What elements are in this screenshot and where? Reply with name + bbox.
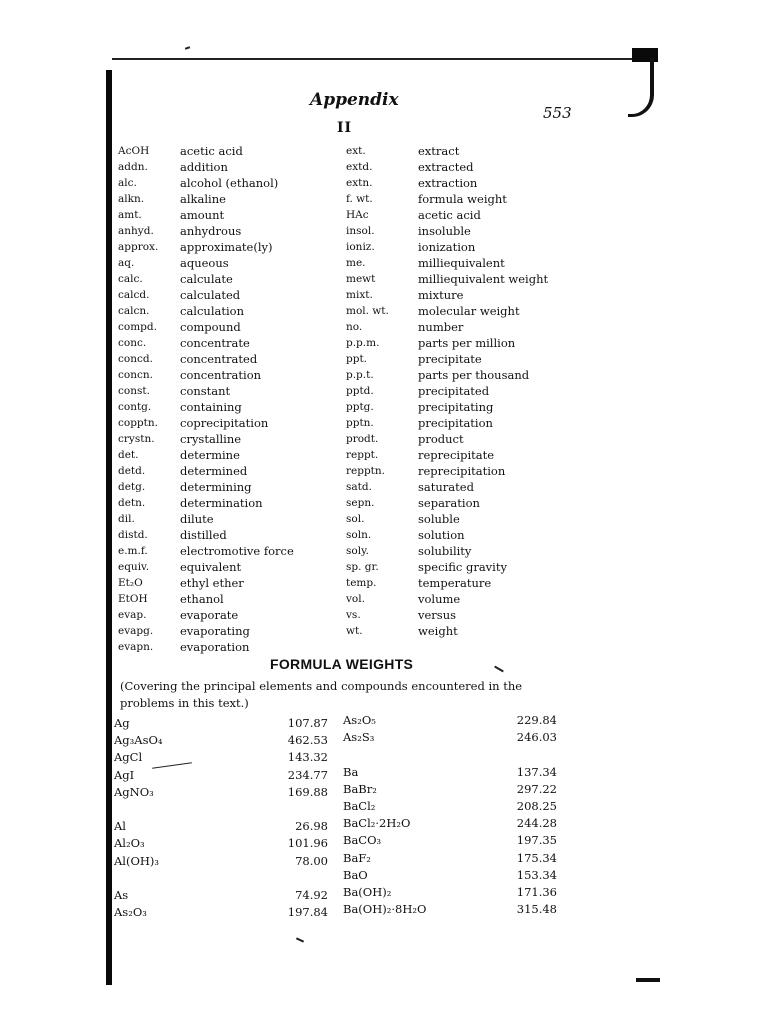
abbreviation-meaning: precipitate	[418, 352, 482, 366]
abbreviation-meaning: acetic acid	[418, 208, 481, 222]
abbreviation: const.	[118, 385, 150, 397]
abbreviation: f. wt.	[346, 193, 373, 205]
formula-weight-value: 197.35	[516, 833, 557, 848]
abbreviation-meaning: concentrate	[180, 336, 250, 350]
formula-weight-row	[114, 768, 328, 785]
abbreviation: calc.	[118, 273, 143, 285]
abbreviation-row	[118, 367, 328, 383]
abbreviation-row	[118, 431, 328, 447]
abbreviation: EtOH	[118, 593, 148, 605]
abbreviation-row	[118, 527, 328, 543]
abbreviation-meaning: versus	[418, 608, 457, 622]
abbreviation: ext.	[346, 145, 366, 157]
compound-formula: As	[114, 887, 129, 902]
abbreviation: vol.	[346, 593, 365, 605]
abbreviation-row	[118, 335, 328, 351]
abbreviation: evapg.	[118, 625, 154, 637]
abbreviation: concn.	[118, 369, 153, 381]
abbreviation: soln.	[346, 529, 372, 541]
abbreviation-row	[346, 207, 566, 223]
compound-formula: Ba(OH)₂·8H₂O	[343, 902, 427, 917]
page-top-line	[112, 58, 658, 60]
formula-weight-value: 315.48	[516, 902, 557, 917]
abbreviation-meaning: extract	[418, 144, 460, 158]
abbreviation-row	[346, 479, 566, 495]
abbreviation-row	[346, 463, 566, 479]
formula-weight-value: 107.87	[287, 716, 328, 730]
abbreviation-row	[118, 415, 328, 431]
abbreviation-meaning: ionization	[418, 240, 476, 254]
abbreviation: approx.	[118, 241, 159, 253]
formula-weight-row	[114, 785, 328, 802]
formula-weight-value: 234.77	[287, 767, 328, 782]
formula-weight-row	[343, 851, 557, 868]
abbreviation-row	[118, 175, 328, 191]
compound-formula: As₂O₃	[114, 905, 147, 920]
formula-weight-value: 208.25	[516, 798, 557, 813]
abbreviation: anhyd.	[118, 225, 154, 237]
abbreviation-row	[118, 639, 328, 655]
compound-formula: AgI	[114, 767, 135, 782]
formula-weight-row	[343, 765, 557, 782]
abbreviation-meaning: extraction	[418, 176, 478, 190]
formula-weight-row	[114, 836, 328, 853]
formula-weight-value: 197.84	[287, 905, 328, 920]
abbreviation-meaning: molecular weight	[418, 304, 520, 318]
abbreviation-meaning: evaporating	[180, 624, 250, 638]
compound-formula: Ba(OH)₂	[343, 884, 392, 899]
abbreviation-meaning: reprecipitate	[418, 448, 495, 462]
abbreviation-row	[118, 191, 328, 207]
formula-weight-row	[343, 885, 557, 902]
formula-weight-row	[343, 868, 557, 885]
abbreviation-meaning: mixture	[418, 288, 464, 302]
abbreviation-meaning: product	[418, 432, 464, 446]
abbreviation-meaning: anhydrous	[180, 224, 242, 238]
abbreviation-meaning: reprecipitation	[418, 464, 506, 478]
abbreviation-meaning: calculate	[180, 272, 233, 286]
abbreviation: temp.	[346, 577, 377, 589]
abbreviation: sp. gr.	[346, 561, 379, 573]
formula-weights-left-column	[114, 716, 328, 922]
abbreviation: soly.	[346, 545, 369, 557]
abbreviation-meaning: calculated	[180, 288, 241, 302]
abbreviation-meaning: ethyl ether	[180, 576, 244, 590]
formula-weight-row	[114, 905, 328, 922]
formula-weight-value: 153.34	[516, 867, 557, 882]
formula-weights-title: FORMULA WEIGHTS	[270, 656, 414, 672]
abbreviation-row	[346, 559, 566, 575]
abbreviation-row	[346, 335, 566, 351]
abbreviation: repptn.	[346, 465, 385, 477]
abbreviation: p.p.m.	[346, 337, 380, 349]
abbreviation-meaning: coprecipitation	[180, 416, 269, 430]
abbreviation-meaning: parts per million	[418, 336, 516, 350]
abbreviation-row	[118, 303, 328, 319]
formula-weight-row	[114, 750, 328, 767]
abbreviation-row	[346, 191, 566, 207]
abbreviation: satd.	[346, 481, 372, 493]
formula-weight-row	[114, 854, 328, 871]
abbreviation-row	[118, 383, 328, 399]
abbreviation-row	[118, 239, 328, 255]
compound-formula: Ag₃AsO₄	[114, 733, 163, 748]
formula-weight-row	[114, 733, 328, 750]
abbreviation-row	[346, 319, 566, 335]
abbreviation-meaning: formula weight	[418, 192, 507, 206]
abbreviation-row	[346, 255, 566, 271]
abbreviation: distd.	[118, 529, 148, 541]
abbreviation: reppt.	[346, 449, 379, 461]
formula-weight-value: 246.03	[516, 730, 557, 745]
abbreviation-meaning: approximate(ly)	[180, 240, 273, 254]
abbreviation-meaning: solution	[418, 528, 465, 542]
formula-weight-row	[114, 802, 328, 819]
abbreviation-row	[118, 399, 328, 415]
abbreviation-row	[118, 591, 328, 607]
abbreviation-row	[346, 543, 566, 559]
abbreviation-meaning: volume	[418, 592, 461, 606]
abbreviation: detn.	[118, 497, 146, 509]
formula-weight-row	[343, 799, 557, 816]
abbreviation-meaning: solubility	[418, 544, 472, 558]
formula-weight-value: 101.96	[287, 836, 328, 851]
abbreviation: amt.	[118, 209, 142, 221]
abbreviation: p.p.t.	[346, 369, 374, 381]
abbreviation-row	[118, 271, 328, 287]
abbreviation: ioniz.	[346, 241, 375, 253]
page-header: Appendix	[310, 90, 399, 110]
compound-formula: Ba	[343, 764, 359, 779]
formula-weight-value: 171.36	[516, 884, 557, 899]
formula-weight-value: 143.32	[287, 750, 328, 765]
abbreviation-row	[346, 367, 566, 383]
abbreviation-row	[346, 383, 566, 399]
abbreviation: pptd.	[346, 385, 374, 397]
abbreviation: alc.	[118, 177, 137, 189]
formula-weights-note: (Covering the principal elements and compounds encountered in the problems in this text.)	[120, 679, 523, 710]
compound-formula: BaF₂	[343, 850, 371, 865]
abbreviation: pptg.	[346, 401, 374, 413]
abbreviation-row	[118, 207, 328, 223]
abbreviation-row	[118, 559, 328, 575]
abbreviation-meaning: ethanol	[180, 592, 224, 606]
abbreviation-meaning: precipitating	[418, 400, 494, 414]
abbreviation-row	[346, 143, 566, 159]
abbreviation: insol.	[346, 225, 375, 237]
abbreviation-meaning: equivalent	[180, 560, 242, 574]
abbreviation-meaning: acetic acid	[180, 144, 243, 158]
abbreviation: HAc	[346, 209, 369, 221]
abbreviation-meaning: addition	[180, 160, 228, 174]
abbreviation-meaning: determine	[180, 448, 240, 462]
abbreviation-row	[346, 175, 566, 191]
abbreviation: addn.	[118, 161, 148, 173]
abbreviation: detg.	[118, 481, 146, 493]
page-curl	[628, 58, 654, 117]
abbreviation: AcOH	[118, 145, 150, 157]
formula-weight-value: 229.84	[516, 713, 557, 727]
abbreviation: detd.	[118, 465, 146, 477]
abbreviation-meaning: concentrated	[180, 352, 258, 366]
abbreviation-meaning: precipitation	[418, 416, 493, 430]
abbreviation-meaning: determining	[180, 480, 252, 494]
abbreviation-row	[346, 591, 566, 607]
abbreviation-row	[118, 223, 328, 239]
compound-formula: BaCl₂·2H₂O	[343, 816, 411, 831]
abbreviation-row	[346, 575, 566, 591]
page-top-edge	[112, 48, 658, 60]
formula-weight-row	[343, 902, 557, 919]
abbreviation-row	[118, 255, 328, 271]
abbreviation: calcn.	[118, 305, 150, 317]
abbreviation-row	[346, 287, 566, 303]
abbreviation-row	[346, 159, 566, 175]
abbreviation: no.	[346, 321, 363, 333]
abbreviation-meaning: containing	[180, 400, 242, 414]
abbreviation-row	[346, 527, 566, 543]
formula-weight-row	[343, 713, 557, 730]
abbreviation-meaning: evaporation	[180, 640, 250, 654]
abbreviation-meaning: calculation	[180, 304, 244, 318]
abbreviation-row	[118, 463, 328, 479]
abbreviation-row	[346, 623, 566, 639]
abbreviation-meaning: determination	[180, 496, 263, 510]
abbreviation-row	[346, 415, 566, 431]
abbreviation: aq.	[118, 257, 135, 269]
abbreviation-meaning: insoluble	[418, 224, 471, 238]
abbreviation: crystn.	[118, 433, 155, 445]
abbreviation-row	[346, 495, 566, 511]
abbreviation-meaning: alkaline	[180, 192, 226, 206]
abbreviation-row	[346, 303, 566, 319]
abbreviation-row	[346, 351, 566, 367]
abbreviation-meaning: alcohol (ethanol)	[180, 176, 279, 190]
abbreviation-row	[118, 575, 328, 591]
abbreviation-meaning: milliequivalent	[418, 256, 505, 270]
abbreviation: equiv.	[118, 561, 150, 573]
compound-formula: AgCl	[114, 750, 143, 765]
formula-weight-row	[343, 816, 557, 833]
abbreviation: compd.	[118, 321, 157, 333]
abbreviation-row	[118, 607, 328, 623]
abbreviation-row	[346, 431, 566, 447]
formula-weight-value: 175.34	[516, 850, 557, 865]
formula-weight-row	[114, 888, 328, 905]
abbreviation: mewt	[346, 273, 376, 285]
abbreviation-meaning: separation	[418, 496, 480, 510]
abbreviation-meaning: determined	[180, 464, 248, 478]
abbreviation-row	[346, 223, 566, 239]
abbreviation-meaning: soluble	[418, 512, 460, 526]
abbreviation: mol. wt.	[346, 305, 389, 317]
compound-formula: BaBr₂	[343, 781, 377, 796]
formula-weight-value: 74.92	[295, 887, 328, 902]
abbreviation: evap.	[118, 609, 147, 621]
section-heading: II	[337, 120, 353, 136]
abbreviation: extn.	[346, 177, 373, 189]
abbreviation: contg.	[118, 401, 152, 413]
compound-formula: As₂S₃	[343, 730, 375, 745]
compound-formula: As₂O₅	[343, 713, 376, 727]
abbreviation-meaning: temperature	[418, 576, 492, 590]
abbreviation-meaning: extracted	[418, 160, 474, 174]
abbreviation-meaning: crystalline	[180, 432, 242, 446]
formula-weight-row	[343, 782, 557, 799]
abbreviation-meaning: evaporate	[180, 608, 239, 622]
abbreviation: sepn.	[346, 497, 375, 509]
formula-weight-row	[114, 871, 328, 888]
abbreviation: vs.	[346, 609, 361, 621]
abbreviation-row	[118, 511, 328, 527]
abbreviation-list-left	[118, 143, 328, 655]
ink-speck	[494, 666, 504, 673]
abbreviation-meaning: milliequivalent weight	[418, 272, 549, 286]
abbreviation: concd.	[118, 353, 153, 365]
abbreviation: mixt.	[346, 289, 373, 301]
abbreviation-row	[118, 623, 328, 639]
abbreviation-meaning: constant	[180, 384, 231, 398]
abbreviation-row	[118, 543, 328, 559]
abbreviation-meaning: concentration	[180, 368, 262, 382]
abbreviation-row	[346, 607, 566, 623]
abbreviation: conc.	[118, 337, 147, 349]
abbreviation-row	[346, 271, 566, 287]
abbreviation: ppt.	[346, 353, 367, 365]
abbreviation: calcd.	[118, 289, 150, 301]
abbreviation-meaning: distilled	[180, 528, 227, 542]
abbreviation-row	[118, 495, 328, 511]
abbreviation: Et₂O	[118, 577, 143, 589]
abbreviation: copptn.	[118, 417, 158, 429]
formula-weight-row	[343, 730, 557, 747]
formula-weight-value: 169.88	[287, 784, 328, 799]
formula-weight-value: 244.28	[516, 816, 557, 831]
abbreviation-meaning: saturated	[418, 480, 474, 494]
abbreviation: wt.	[346, 625, 363, 637]
formula-weight-row	[114, 819, 328, 836]
formula-weight-value: 26.98	[295, 819, 328, 834]
formula-weight-value: 462.53	[287, 733, 328, 748]
page-bottom-mark	[636, 978, 660, 982]
abbreviation-row	[118, 479, 328, 495]
abbreviation-meaning: electromotive force	[180, 544, 294, 558]
abbreviation-meaning: aqueous	[180, 256, 229, 270]
abbreviation-row	[118, 447, 328, 463]
formula-weight-value: 297.22	[516, 781, 557, 796]
abbreviation-list-right	[346, 143, 566, 639]
abbreviation-row	[118, 351, 328, 367]
abbreviation: sol.	[346, 513, 365, 525]
abbreviation-row	[346, 239, 566, 255]
abbreviation: alkn.	[118, 193, 145, 205]
formula-weights-right-column	[343, 713, 557, 919]
compound-formula: Al₂O₃	[114, 836, 145, 851]
abbreviation-meaning: precipitated	[418, 384, 490, 398]
formula-weight-value: 137.34	[516, 764, 557, 779]
abbreviation-row	[346, 447, 566, 463]
compound-formula: Al(OH)₃	[114, 853, 160, 868]
compound-formula: Al	[114, 819, 126, 834]
abbreviation-row	[118, 287, 328, 303]
abbreviation-row	[346, 511, 566, 527]
ink-speck	[296, 937, 304, 942]
page-number: 553	[543, 104, 572, 122]
abbreviation-meaning: compound	[180, 320, 241, 334]
abbreviation-meaning: parts per thousand	[418, 368, 530, 382]
formula-weight-row	[114, 716, 328, 733]
abbreviation-meaning: dilute	[180, 512, 214, 526]
abbreviation: extd.	[346, 161, 373, 173]
abbreviation: evapn.	[118, 641, 154, 653]
abbreviation-row	[118, 159, 328, 175]
abbreviation-row	[118, 143, 328, 159]
abbreviation: det.	[118, 449, 139, 461]
abbreviation-meaning: amount	[180, 208, 225, 222]
formula-weight-value: 78.00	[295, 853, 328, 868]
abbreviation: prodt.	[346, 433, 379, 445]
formula-weight-row	[343, 833, 557, 850]
formula-weight-row	[343, 747, 557, 764]
abbreviation: pptn.	[346, 417, 374, 429]
compound-formula: BaCO₃	[343, 833, 382, 848]
compound-formula: Ag	[114, 716, 130, 730]
abbreviation: me.	[346, 257, 366, 269]
abbreviation: e.m.f.	[118, 545, 148, 557]
abbreviation-meaning: specific gravity	[418, 560, 507, 574]
abbreviation-meaning: number	[418, 320, 464, 334]
compound-formula: BaCl₂	[343, 798, 376, 813]
compound-formula: BaO	[343, 867, 368, 882]
abbreviation-meaning: weight	[418, 624, 458, 638]
abbreviation-row	[346, 399, 566, 415]
compound-formula: AgNO₃	[114, 784, 154, 799]
book-spine-edge	[106, 70, 112, 985]
abbreviation: dil.	[118, 513, 135, 525]
abbreviation-row	[118, 319, 328, 335]
